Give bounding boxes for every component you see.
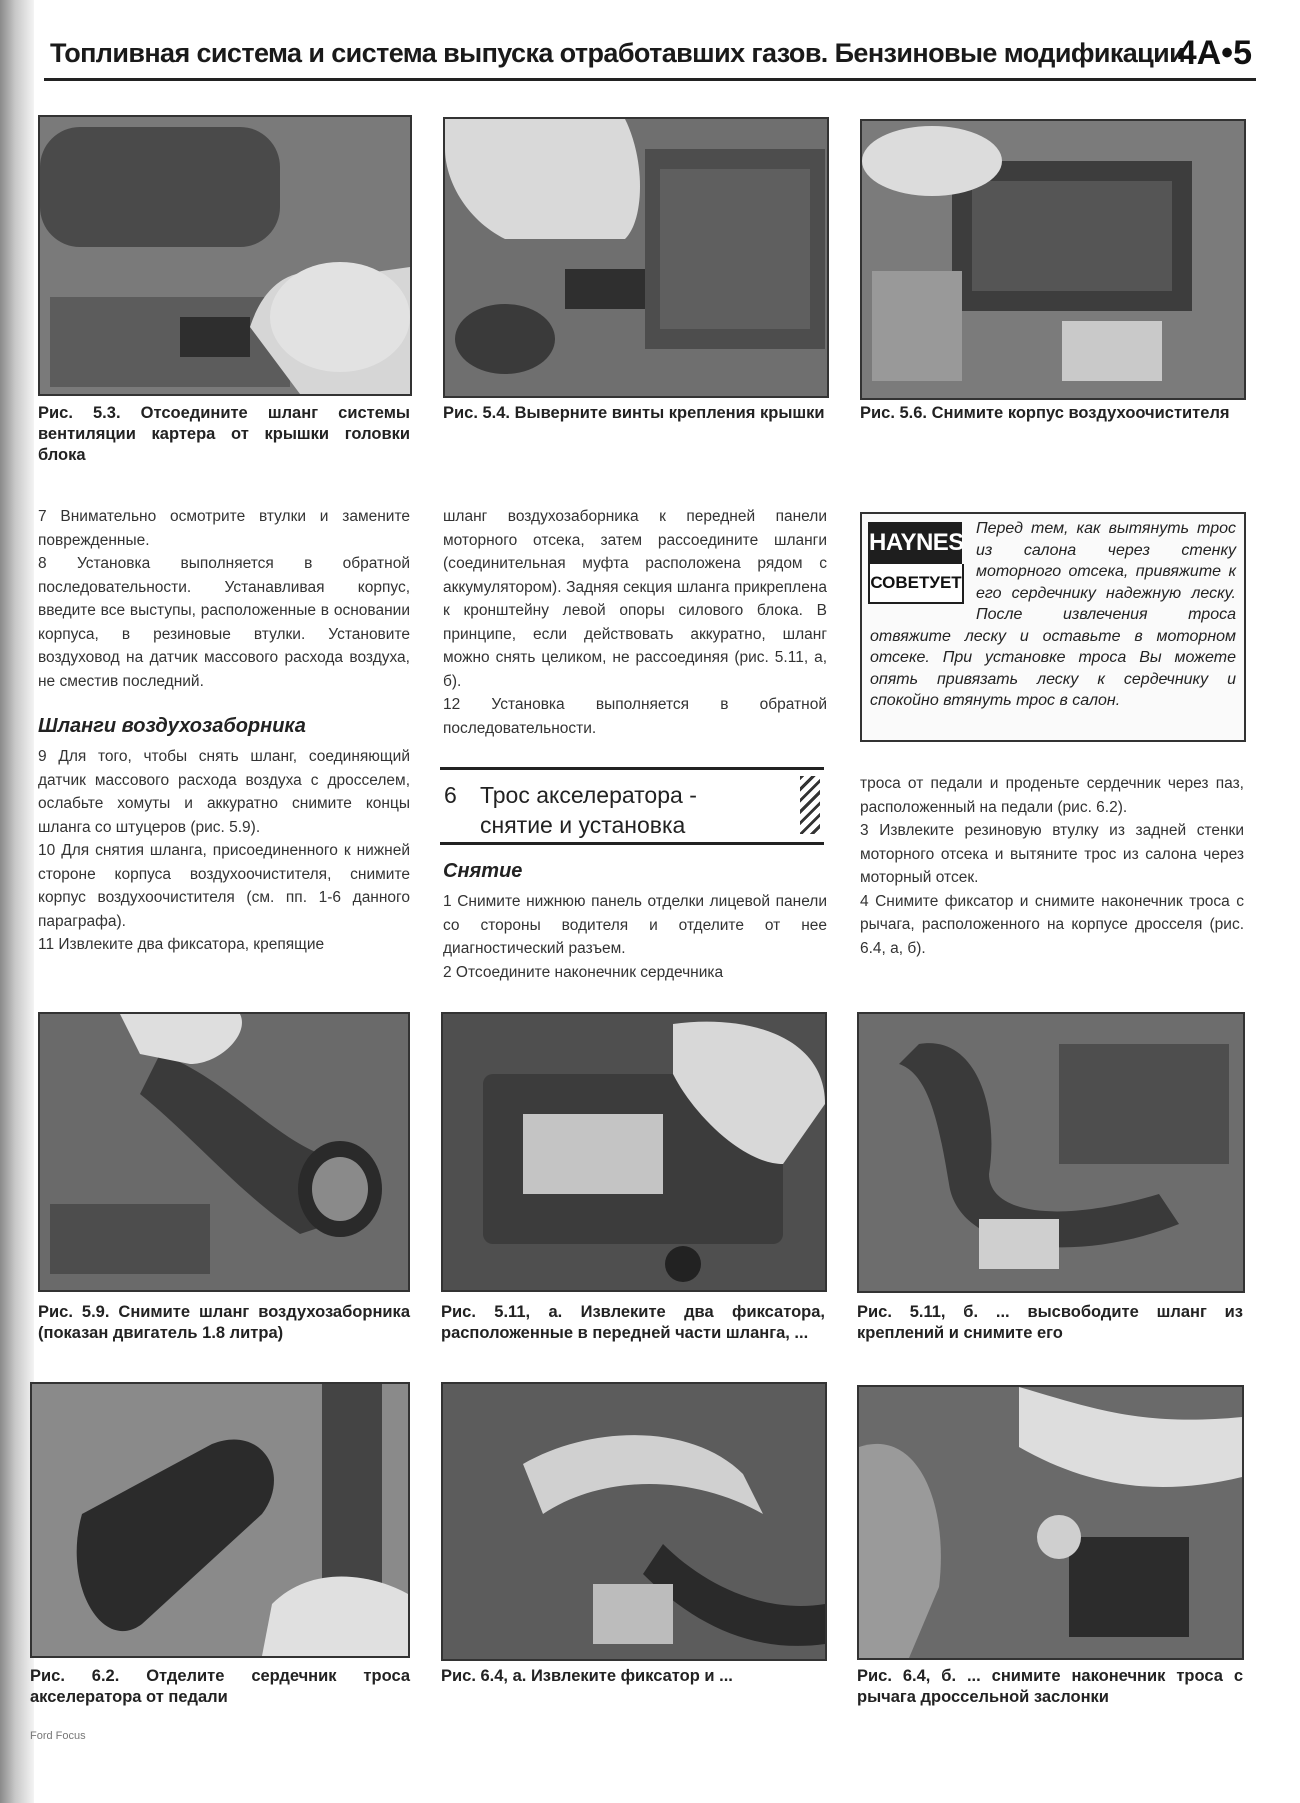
haynes-tip-text-wrapper: [870, 518, 1236, 712]
caption-fig-5-3: Рис. 5.3. Отсоедините шланг системы вентиляции картера от крышки головки блока: [38, 404, 410, 464]
haynes-tip-box: [860, 512, 1246, 742]
photo-fig-5-11a: [441, 1012, 827, 1292]
paragraph-1: 1 Снимите нижнюю панель отделки лицевой панели со стороны водителя и отделите от нее диагностический разъем.: [443, 893, 827, 957]
page-binding-shadow: [0, 0, 34, 1803]
paragraph-12: 12 Установка выполняется в обратной последовательности.: [443, 696, 827, 737]
caption-fig-5-4: Рис. 5.4. Выверните винты крепления крышки: [443, 404, 825, 422]
caption-fig-6-2: Рис. 6.2. Отделите сердечник троса акселератора от педали: [30, 1667, 410, 1706]
paragraph-8: 8 Установка выполняется в обратной последовательности. Устанавливая корпус, введите все выступы, расположенные в основании корпуса, в резиновые втулки. Установите воздуховод на датчик массового расхода воздуха, не сместив последний.: [38, 555, 410, 690]
paragraph-9: 9 Для того, чтобы снять шланг, соединяющий датчик массового расхода воздуха с дросселем, ослабьте хомуты и аккуратно снимите концы шланга со штуцеров (рис. 5.9).: [38, 748, 410, 836]
column-2-text-top: [443, 505, 827, 740]
haynes-logo-bottom: СОВЕТУЕТ: [868, 564, 964, 604]
section-heading-6: [440, 767, 824, 845]
header-title: Топливная система и система выпуска отработавших газов. Бензиновые модификации: [50, 38, 1186, 68]
column-1-text-bottom: [38, 745, 410, 957]
section-title-line-2: снятие и установка: [480, 812, 686, 838]
haynes-tip-text: Перед тем, как вытянуть трос из салона через стенку моторного отсека, привяжите к его сердечнику надежную леску. После извлечения троса отвяжите леску и оставьте в моторном отсеке. При установке троса Вы можете опять привязать леску к сердечнику и спокойно втянуть трос в салон.: [870, 520, 1236, 709]
photo-fig-5-9: [38, 1012, 410, 1292]
paragraph-11-continued: шланг воздухозаборника к передней панели моторного отсека, затем рассоедините шланги (соединительная муфта расположена рядом с аккумулятором). Задняя секция шланга прикреплена к кронштейну левой опоры силового блока. В принципе, если действовать аккуратно, шланг можно снять целиком, не рассоединяя (рис. 5.11, а, б).: [443, 508, 827, 690]
paragraph-10: 10 Для снятия шланга, присоединенного к нижней стороне корпуса воздухоочистителя, снимите корпус воздухоочистителя (см. пп. 1-6 данного параграфа).: [38, 842, 410, 930]
caption-fig-6-4a: Рис. 6.4, а. Извлеките фиксатор и ...: [441, 1667, 733, 1685]
caption-fig-5-11b: Рис. 5.11, б. ... высвободите шланг из креплений и снимите его: [857, 1303, 1243, 1342]
paragraph-4: 4 Снимите фиксатор и снимите наконечник троса с рычага, расположенного на корпусе дросселя (рис. 6.4, а, б).: [860, 892, 1244, 957]
section-number: 6: [444, 782, 457, 808]
caption-fig-5-9: Рис. 5.9. Снимите шланг воздухозаборника (показан двигатель 1.8 литра): [38, 1303, 410, 1342]
caption-fig-5-11a: Рис. 5.11, а. Извлеките два фиксатора, расположенные в передней части шланга, ...: [441, 1303, 825, 1342]
haynes-logo-top: HAYNES: [868, 522, 962, 564]
photo-fig-5-6: [860, 119, 1246, 400]
footer-book-title: Ford Focus: [30, 1730, 86, 1742]
column-1-text-top: [38, 505, 410, 693]
photo-fig-6-4a: [441, 1382, 827, 1661]
paragraph-2-continued: троса от педали и проденьте сердечник через паз, расположенный на педали (рис. 6.2).: [860, 775, 1244, 816]
section-title: [480, 780, 697, 840]
photo-fig-5-4: [443, 117, 829, 398]
page-number: 4A•5: [1177, 34, 1252, 72]
section-stripes-decoration: [800, 776, 820, 834]
subheading-intake-hoses: Шланги воздухозаборника: [38, 715, 306, 737]
column-2-text-bottom: [443, 890, 827, 984]
paragraph-3: 3 Извлеките резиновую втулку из задней стенки моторного отсека и вытяните трос из салона через моторный отсек.: [860, 822, 1244, 886]
paragraph-11: 11 Извлеките два фиксатора, крепящие: [38, 936, 325, 953]
photo-fig-6-2: [30, 1382, 410, 1658]
caption-fig-5-6: Рис. 5.6. Снимите корпус воздухоочистителя: [860, 404, 1230, 422]
photo-fig-5-3: [38, 115, 412, 396]
paragraph-7: 7 Внимательно осмотрите втулки и замените поврежденные.: [38, 508, 410, 549]
paragraph-2: 2 Отсоедините наконечник сердечника: [443, 963, 724, 981]
photo-fig-6-4b: [857, 1385, 1244, 1660]
page-header: [44, 34, 1256, 81]
column-3-text: [860, 772, 1244, 960]
caption-fig-6-4b: Рис. 6.4, б. ... снимите наконечник троса с рычага дроссельной заслонки: [857, 1667, 1243, 1706]
photo-fig-5-11b: [857, 1012, 1245, 1293]
subheading-removal: Снятие: [443, 860, 523, 882]
section-title-line-1: Трос акселератора -: [480, 782, 697, 808]
